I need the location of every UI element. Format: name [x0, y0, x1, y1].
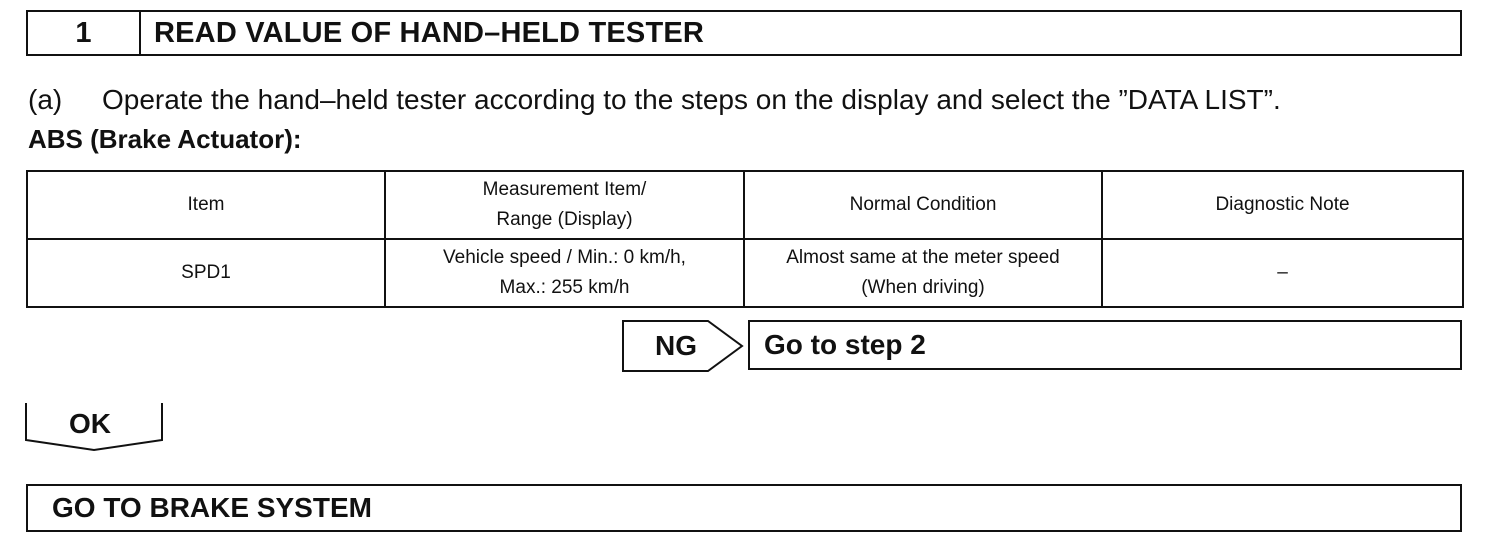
- header-measurement-line2: Range (Display): [496, 209, 633, 230]
- cell-normal-condition: [744, 239, 1102, 307]
- header-normal-condition: Normal Condition: [744, 171, 1102, 239]
- ok-label: OK: [69, 408, 111, 439]
- instruction-label: (a): [28, 84, 63, 115]
- instruction-text: Operate the hand–held tester according to the steps on the display and select the ”DATA LIST”.: [102, 84, 1281, 115]
- cell-diagnostic-note: –: [1102, 239, 1463, 307]
- data-list-table: [26, 170, 1464, 308]
- instruction-line: [28, 84, 1281, 116]
- cell-measurement-line1: Vehicle speed / Min.: 0 km/h,: [443, 247, 686, 268]
- final-action-box: GO TO BRAKE SYSTEM: [26, 484, 1462, 532]
- ng-target-box: Go to step 2: [748, 320, 1462, 370]
- table-header-row: [27, 171, 1463, 239]
- cell-normal-line1: Almost same at the meter speed: [786, 247, 1060, 268]
- cell-measurement-line2: Max.: 255 km/h: [499, 277, 630, 298]
- header-measurement-line1: Measurement Item/: [482, 179, 647, 200]
- step-title: READ VALUE OF HAND–HELD TESTER: [154, 16, 705, 49]
- cell-measurement: [385, 239, 744, 307]
- header-diagnostic-note: Diagnostic Note: [1102, 171, 1463, 239]
- header-measurement: [385, 171, 744, 239]
- table-subheading: ABS (Brake Actuator):: [28, 124, 302, 154]
- ng-label: NG: [655, 330, 697, 361]
- step-header: [26, 10, 1462, 56]
- cell-normal-line2: (When driving): [861, 277, 985, 298]
- header-item: Item: [27, 171, 385, 239]
- cell-item: SPD1: [27, 239, 385, 307]
- step-number: 1: [28, 12, 141, 54]
- table-row: [27, 239, 1463, 307]
